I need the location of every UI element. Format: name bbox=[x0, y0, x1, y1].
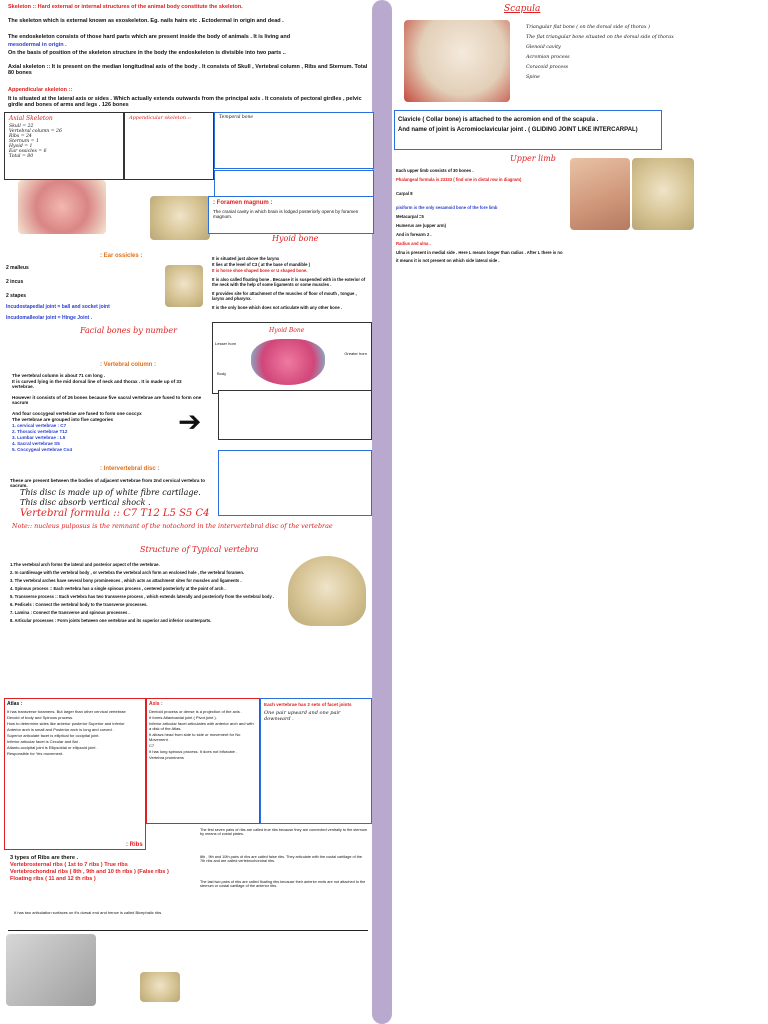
table-cell-label: Sternum bbox=[9, 139, 30, 144]
axis-box bbox=[146, 698, 260, 824]
axis-point: C7 bbox=[149, 743, 155, 748]
lesser-horn-label: Lesser horn bbox=[215, 341, 237, 346]
upper-limb-note: pisiform is the only sesamoid bone of the fore limb bbox=[396, 205, 498, 210]
atlas-point: Anterior arch is small and Posterior arch is long and curved . bbox=[7, 727, 114, 732]
atlas-point: How to determine sides like anterior posterior Superior and inferior bbox=[7, 721, 125, 726]
vertebral-line: And four coccygeal vertebrae are fused to form one coccyx bbox=[12, 411, 142, 416]
typical-point: 4. Spinous process :: Each vertebra has a single spinous process , centered posteriorly at the point of arch . bbox=[10, 586, 226, 591]
atlas-box bbox=[4, 698, 146, 850]
skull-notes-box bbox=[214, 112, 374, 169]
hyoid-notes bbox=[212, 255, 370, 311]
scapula-note: The flat triangular bone situated on the dorsal side of thorax bbox=[526, 35, 674, 40]
vertebral-formula: Vertebral formula :: C7 T12 L5 S5 C4 bbox=[20, 508, 210, 519]
vertebral-column-title: : Vertebral column : bbox=[100, 362, 157, 368]
vertebral-line: It is curved lying in the mid dorsal line of neck and thorax . It is made up of 33 vertebrae. bbox=[12, 379, 182, 389]
notochord-note: Note:: nucleus pulposus is the remnant of the notochord in the intervertebral disc of the vertebrae bbox=[12, 522, 333, 530]
hyoid-diagram-box bbox=[212, 322, 372, 394]
scapula-note: Acromion process bbox=[526, 55, 570, 60]
axial-text: Axial skeleton :: It is present on the median longitudinal axis of the body . It consists of Skull , Vertebral column , Ribs and Sternum. Total 80 bones bbox=[8, 64, 368, 76]
clavicle-box bbox=[394, 110, 662, 150]
axis-point: It forms Atlantoaxial joint ( Pivot joint ). bbox=[149, 715, 217, 720]
ear-item: 2 incus bbox=[6, 279, 24, 285]
typical-point: 2. In cantilevage with the vertebral body , or vertebra the vertebral arch form an enclosed hole , the vertebral foramen. bbox=[10, 570, 245, 575]
atlas-point: Inferior articular facet is Circular and flat . bbox=[7, 739, 80, 744]
appendicular-notes-title: Appendicular skeleton :: bbox=[129, 115, 191, 121]
upper-limb-title: Upper limb bbox=[510, 154, 556, 163]
foramen-title: : Foramen magnum : bbox=[213, 200, 273, 206]
upper-limb-note: Humerus are (upper arm) bbox=[396, 223, 447, 228]
skeleton-definition: Skeleton :: Hard external or internal structures of the animal body constitute the skeleton. bbox=[8, 4, 243, 10]
vertebra-small-image bbox=[150, 196, 210, 240]
typical-point: 7. Lamina : Connect the transverse and spinous processes . bbox=[10, 610, 130, 615]
table-cell-value: = 1 bbox=[29, 139, 39, 144]
ribs-divider-line bbox=[8, 930, 368, 931]
temporal-title: Temporal bone bbox=[219, 115, 254, 120]
clavicle-text: Clavicle ( Collar bone) is attached to the acromion end of the scapula . bbox=[398, 117, 599, 123]
upper-limb-note: Metacarpal =5 bbox=[396, 214, 424, 219]
ivd-text: These are present between the bodies of adjacent vertebrae from 2nd cervical vertebra to sacrum. bbox=[10, 478, 206, 488]
upper-limb-note: Ulna is present in medial side . Here L means longer than radius . After L there is no it means it is not present on which side lateral side . bbox=[396, 250, 563, 263]
joint-line: And name of joint is Acromioclavicular joint . ( GLIDING JOINT LIKE INTERCARPAL) bbox=[398, 127, 638, 133]
curvatures-box bbox=[218, 390, 372, 440]
atlas-point: It has transverse foramens. But larger than other cervical vertebrae bbox=[7, 709, 126, 714]
atlas-point: Devoid of body and Spinous process. bbox=[7, 715, 74, 720]
scapula-note: Glenoid cavity bbox=[526, 45, 561, 50]
appendicular-text: It is situated at the lateral axis or sides . Which actually extends outwards from the principal axis . It consists of pectoral girdles , pelvic girdle and bones of arms and legs . 126 bones bbox=[8, 96, 362, 108]
table-cell-label: Total bbox=[9, 154, 21, 159]
vertebral-group: 2. Thoracic vertebrae T12 bbox=[12, 429, 68, 434]
ribs-line: 3 types of Ribs are there . bbox=[10, 855, 79, 861]
foramen-box bbox=[208, 196, 374, 234]
upper-limb-note: And in forearm 2 . bbox=[396, 232, 432, 237]
atlas-title: Atlas : bbox=[7, 701, 23, 707]
joint-text bbox=[398, 127, 658, 133]
hyoid-note: It is also called floating bone . Because it is suspended with in the exterior of the neck with the help of some ligaments or some muscles . bbox=[212, 277, 366, 287]
axis-point: Vertebra prominens bbox=[149, 755, 184, 760]
upper-limb-note: Radius and ulna . bbox=[396, 241, 431, 246]
ear-joint: Incudomalleolar joint = Hinge Joint . bbox=[6, 315, 92, 321]
vertebral-line: However it consists of of 26 bones because five sacral vertebrae are fused to form one sacrum bbox=[12, 395, 202, 405]
vertebral-line: The vertebral column is about 71 cm long . bbox=[12, 373, 106, 378]
facet-box bbox=[260, 698, 372, 824]
table-cell-value: = 22 bbox=[20, 124, 34, 129]
table-cell-value: = 24 bbox=[19, 134, 32, 139]
foramen-text: The cranial cavity in which brain is lodged posteriorly opens by foramen magnum. bbox=[213, 209, 359, 219]
atlas-point: Atlanto-occipital joint is Ellipsoidal or ellipsoid joint . bbox=[7, 745, 98, 750]
ribs-types bbox=[10, 854, 200, 883]
ivd-line-3: This disc absorb vertical shock . bbox=[20, 498, 151, 507]
appendicular-notes-box bbox=[124, 112, 214, 180]
page-divider bbox=[372, 0, 392, 1024]
chart-title: Axial Skeleton bbox=[9, 115, 53, 122]
facet-title: Each vertebrae has 2 sets of facet joints bbox=[264, 702, 352, 707]
vertebral-group: 5. Coccygeal vertebrae Co4 bbox=[12, 447, 73, 452]
ribs-false-note: 8th , 9th and 10th pairs of ribs are called false ribs. They articulate with the costal cartilage of the 7th ribs and are called vertebrochondral ribs. bbox=[200, 855, 363, 863]
table-cell-value: = 80 bbox=[20, 154, 34, 159]
table-cell-value: = 26 bbox=[49, 129, 62, 134]
atlas-points bbox=[7, 709, 143, 756]
ear-joint: Incudostapedial joint = ball and socket joint bbox=[6, 304, 110, 310]
vertebral-line: The vertebrae are grouped into five categories bbox=[12, 417, 114, 422]
typical-point: 5. Transverse process :: Each vertebra has two transverse process , which extends laterally and posteriorly from the vertebral body . bbox=[10, 594, 275, 599]
typical-point: 3. The vertebral arches have several bony prominences , which acts as attachment sites for muscles and ligaments . bbox=[10, 578, 242, 583]
axis-points bbox=[149, 709, 257, 760]
ribs-bicephalic: It has two articulation surfaces on it's dorsal end and hence is called Bicephalic ribs bbox=[14, 910, 162, 915]
axis-title: Axis : bbox=[149, 701, 163, 707]
vertebral-group: 3. Lumbar vertebrae : L5 bbox=[12, 435, 66, 440]
exoskeleton-text: The skeleton which is external known as exoskeleton. Eg. nails hairs etc . Ectodermal in origin and dead . bbox=[8, 18, 284, 24]
upper-limb-note: Each upper limb consists of 30 bones . bbox=[396, 168, 474, 173]
vertebral-group: 4. Sacral vertebrae S5 bbox=[12, 441, 60, 446]
axis-point: It allows head from side to side or movement for No Movement . bbox=[149, 732, 241, 742]
typical-point: 6. Pedicels : Connect the vertebral body to the transverse processes. bbox=[10, 602, 148, 607]
ribs-title: : Ribs : bbox=[126, 842, 147, 848]
ossicle-image bbox=[165, 265, 203, 307]
skull-diagram-image bbox=[18, 180, 106, 234]
atlas-point: Responsible for Yes movement. bbox=[7, 751, 64, 756]
axis-point: Dentoid process or dense is a projection of the axis . bbox=[149, 709, 242, 714]
hand-image bbox=[570, 158, 630, 230]
scapula-image bbox=[404, 20, 510, 102]
ribs-floating-note: The last two pairs of ribs are called floating ribs because their anterior ends are not attached to the sternum or costal cartilage of the anterior ribs. bbox=[200, 880, 366, 888]
typical-vertebra-image bbox=[288, 556, 366, 626]
table-cell-label: Hyoid bbox=[9, 144, 23, 149]
upper-limb-note: Phalangeal formula is 23333 ( find one in distal row in diagram) bbox=[396, 177, 522, 182]
scapula-title: Scapula bbox=[504, 4, 541, 14]
hyoid-diagram-label: Hyoid Bone bbox=[269, 327, 305, 334]
scapula-notes bbox=[526, 22, 766, 83]
endo-line-3: On the basis of position of the skeleton structure in the body the endoskeleton is divisible into two parts .. bbox=[8, 50, 286, 56]
arrow-right-icon: ➔ bbox=[178, 406, 202, 437]
typical-point: 1.The vertebral arch forms the lateral and posterior aspect of the vertebrae. bbox=[10, 562, 160, 567]
axial-table bbox=[9, 124, 123, 159]
ear-ossicles-title: : Ear ossicles : bbox=[100, 253, 143, 259]
ribs-type: Floating ribs ( 11 and 12 th ribs ) bbox=[10, 876, 96, 882]
table-cell-label: Skull bbox=[9, 124, 21, 129]
vertebral-group: 1. cervical vertebrae : C7 bbox=[12, 423, 67, 428]
greater-horn-label: Greater horn bbox=[344, 351, 367, 356]
ribs-xray-image bbox=[6, 934, 96, 1006]
scapula-note: Coracoid process bbox=[526, 65, 569, 70]
ribs-type: Vertebrochondral ribs ( 8th , 9th and 10 th ribs ) (False ribs ) bbox=[10, 869, 169, 875]
table-cell-label: Ear ossicles bbox=[9, 149, 37, 154]
ribs-type: Vertebrosternal ribs ( 1st to 7 ribs ) True ribs bbox=[10, 862, 128, 868]
cervical-notes-box bbox=[218, 450, 372, 516]
axis-point: It has long spinous process. It does not bifurcate . bbox=[149, 749, 238, 754]
endoskeleton-text bbox=[8, 33, 368, 57]
typical-point: 8. Articular processes : Form joints between one vertebrae and its superior and inferior counterparts. bbox=[10, 618, 212, 623]
hyoid-diagram-image bbox=[251, 339, 325, 385]
table-cell-value: = 1 bbox=[22, 144, 33, 149]
endo-line-2: mesodermal in origin . bbox=[8, 42, 67, 48]
appendicular-title: Appendicular skeleton :: bbox=[8, 87, 73, 93]
table-cell-value: = 6 bbox=[36, 149, 47, 154]
scapula-note: Spine bbox=[526, 75, 540, 80]
upper-limb-note: Carpal 8 bbox=[396, 191, 413, 196]
typical-vertebra-points bbox=[10, 560, 278, 625]
hyoid-note: It is the only bone which does not articulate with any other bone . bbox=[212, 305, 343, 310]
upper-limb-notes bbox=[396, 166, 566, 266]
hyoid-note: It provides site for attachment of the muscles of floor of mouth , tongue , larynx and pharynx. bbox=[212, 291, 357, 301]
table-row bbox=[9, 154, 123, 159]
ribs-true-note: The first seven pairs of ribs are called true ribs because they are connected ventrally to the sternum by means of costal plates. bbox=[200, 828, 368, 836]
hyoid-title: Hyoid bone bbox=[272, 234, 319, 243]
atlas-point: Superior articulate facet is elliptical for occipital joint. bbox=[7, 733, 100, 738]
facial-bones-title: Facial bones by number bbox=[80, 326, 177, 335]
body-label: Body bbox=[217, 371, 227, 376]
table-cell-label: Ribs bbox=[9, 134, 20, 139]
hand-bones-image bbox=[632, 158, 694, 230]
ivd-line-2: This disc is made up of white fibre cartilage. bbox=[20, 488, 201, 497]
ivd-title: : Intervertebral disc : bbox=[100, 466, 160, 472]
vertebral-column-text bbox=[12, 372, 202, 453]
scapula-note: Triangular flat bone ( on the dorsal side of thorax ) bbox=[526, 25, 650, 30]
ear-item: 2 malleus bbox=[6, 265, 29, 271]
endo-line-1: The endoskeleton consists of those hard parts which are present inside the body of animals . It is living and bbox=[8, 34, 291, 40]
hyoid-note: It is horse shoe shaped bone or U shaped bone. bbox=[212, 268, 308, 273]
axis-point: Inferior articular facet articulates with anterior arch and with a disk of the Atlas. bbox=[149, 721, 254, 731]
hyoid-note: It is situated just above the larynx bbox=[212, 256, 280, 261]
typical-vertebra-title: Structure of Typical vertebra bbox=[140, 545, 259, 554]
hyoid-note: It lies at the level of C3 ( at the base of mandible ) bbox=[212, 262, 310, 267]
rib-vertebra-image bbox=[140, 972, 180, 1002]
ear-item: 2 stapes bbox=[6, 293, 27, 299]
table-cell-label: Vertebral column bbox=[9, 129, 50, 134]
axial-notes-box bbox=[4, 112, 124, 180]
ear-ossicles-list bbox=[6, 262, 110, 324]
facet-subtitle: One pair upward and one pair downward . bbox=[264, 710, 341, 722]
